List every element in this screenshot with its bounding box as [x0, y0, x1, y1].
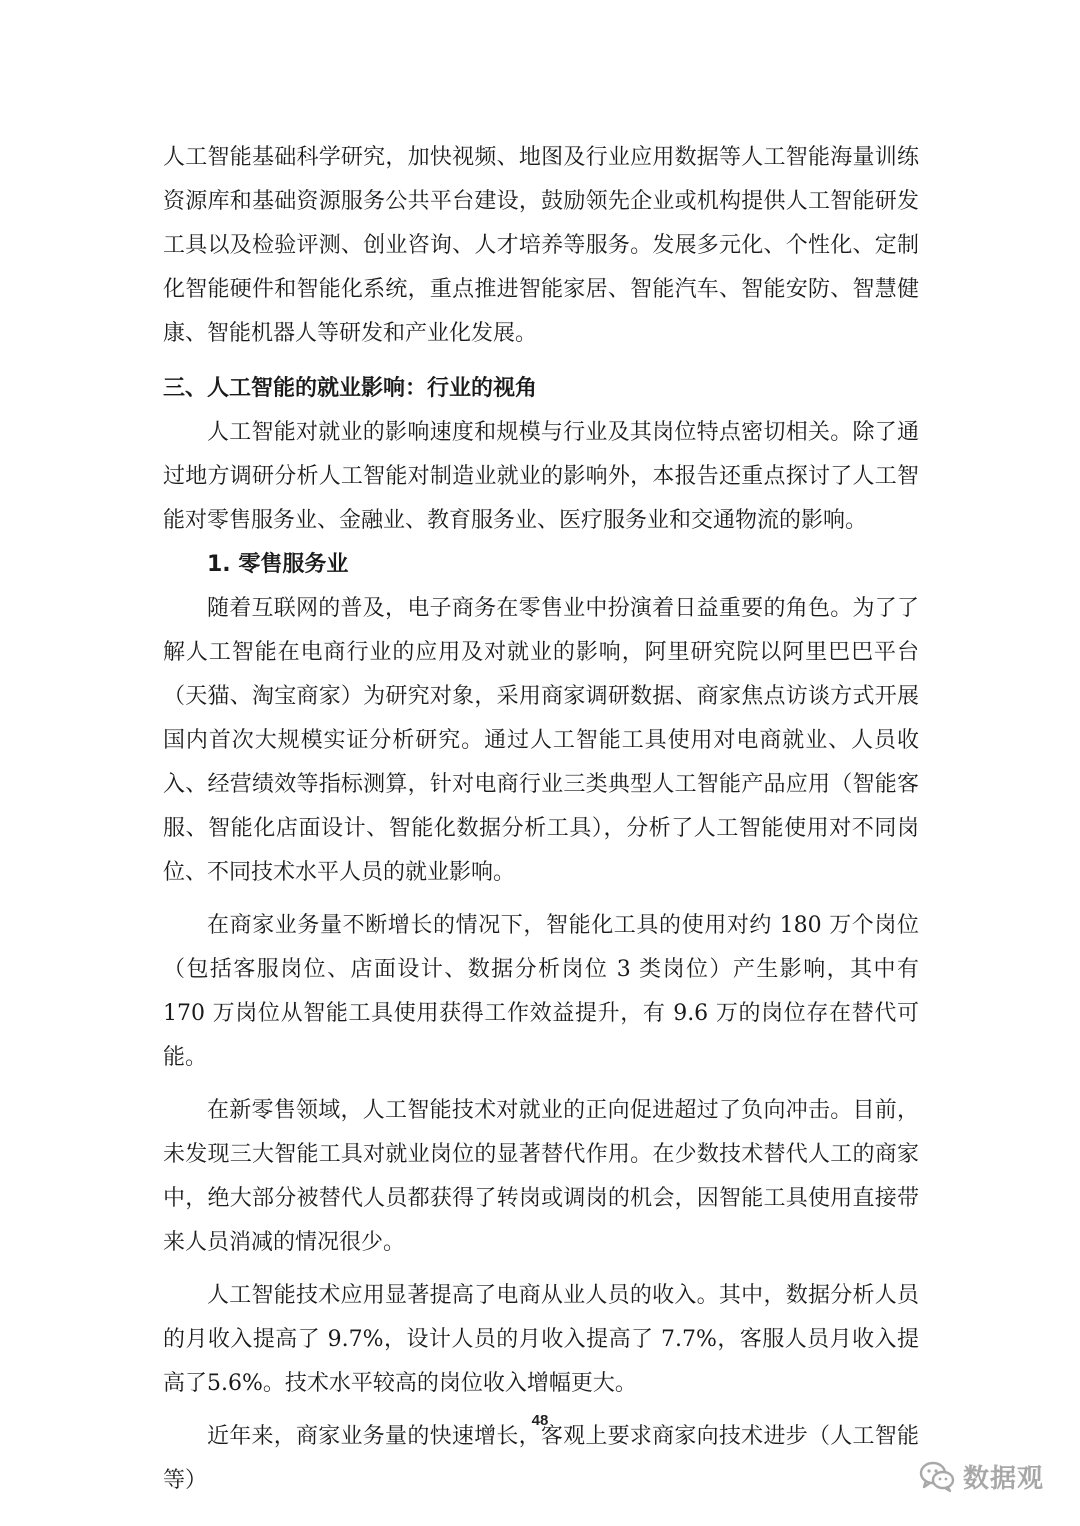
watermark	[919, 1458, 1044, 1495]
section-heading-3: 三、人工智能的就业影响：行业的视角	[163, 376, 538, 401]
page-number: 48	[531, 1412, 549, 1429]
watermark-text: 数据观	[962, 1464, 1044, 1494]
paragraph-new-retail: 在新零售领域，人工智能技术对就业的正向促进超过了负向冲击。目前，未发现三大智能工具对就业岗位的显著替代作用。在少数技术替代人工的商家中，绝大部分被替代人员都获得了转岗或调岗的机会，因智能工具使用直接带来人员消减的情况很少。	[163, 1098, 919, 1255]
wechat-icon	[919, 1461, 955, 1493]
paragraph-industry-intro: 人工智能对就业的影响速度和规模与行业及其岗位特点密切相关。除了通过地方调研分析人工智能对制造业就业的影响外，本报告还重点探讨了人工智能对零售服务业、金融业、教育服务业、医疗服务业和交通物流的影响。	[163, 420, 919, 533]
subsection-heading-retail: 1. 零售服务业	[207, 552, 349, 577]
paragraph-income: 人工智能技术应用显著提高了电商从业人员的收入。其中，数据分析人员的月收入提高了 9.7%，设计人员的月收入提高了 7.7%，客服人员月收入提高了5.6%。技术水平较高的岗位收入增幅更大。	[163, 1283, 919, 1396]
paragraph-job-impact: 在商家业务量不断增长的情况下，智能化工具的使用对约 180 万个岗位（包括客服岗位、店面设计、数据分析岗位 3 类岗位）产生影响，其中有 170 万岗位从智能工具使用获得工作效益提升，有 9.6 万的岗位存在替代可能。	[163, 913, 919, 1070]
paragraph-ecommerce-study: 随着互联网的普及，电子商务在零售业中扮演着日益重要的角色。为了了解人工智能在电商行业的应用及对就业的影响，阿里研究院以阿里巴巴平台（天猫、淘宝商家）为研究对象，采用商家调研数据、商家焦点访谈方式开展国内首次大规模实证分析研究。通过人工智能工具使用对电商就业、人员收入、经营绩效等指标测算，针对电商行业三类典型人工智能产品应用（智能客服、智能化店面设计、智能化数据分析工具），分析了人工智能使用对不同岗位、不同技术水平人员的就业影响。	[163, 596, 919, 885]
paragraph-business-growth: 近年来，商家业务量的快速增长，客观上要求商家向技术进步（人工智能等）	[163, 1424, 919, 1493]
document-body	[163, 136, 919, 1503]
paragraph-ai-research: 人工智能基础科学研究，加快视频、地图及行业应用数据等人工智能海量训练资源库和基础资源服务公共平台建设，鼓励领先企业或机构提供人工智能研发工具以及检验评测、创业咨询、人才培养等服务。发展多元化、个性化、定制化智能硬件和智能化系统，重点推进智能家居、智能汽车、智能安防、智慧健康、智能机器人等研发和产业化发展。	[163, 145, 919, 346]
